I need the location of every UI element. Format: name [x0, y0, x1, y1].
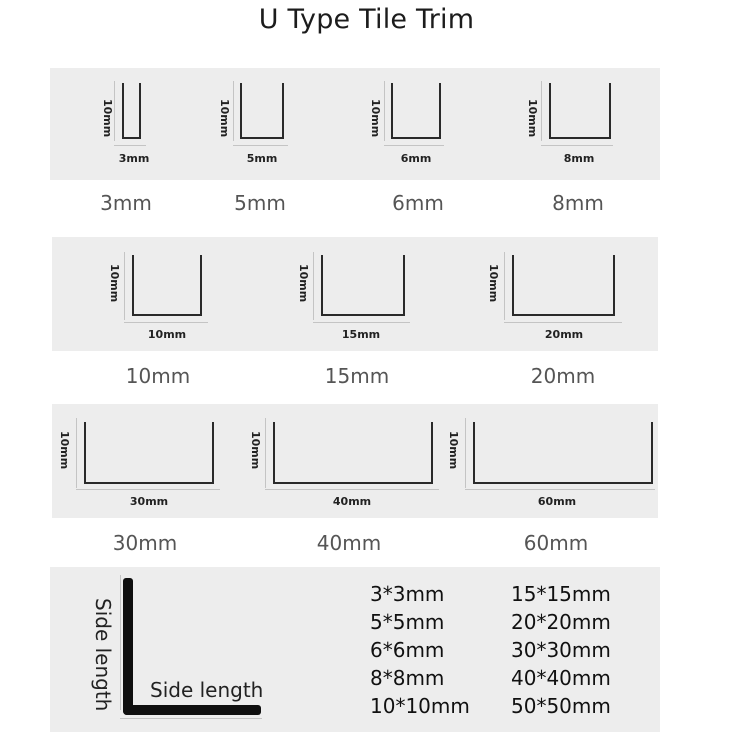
profile-caption: 6mm [392, 191, 444, 215]
profile-caption: 20mm [530, 364, 596, 388]
profile-caption: 30mm [112, 531, 178, 555]
dimension-line [313, 322, 410, 323]
height-label: 10mm [447, 431, 460, 470]
width-label: 5mm [246, 152, 278, 165]
dimension-line [233, 145, 288, 146]
u-profile-6mm [391, 83, 441, 139]
dimension-line [233, 81, 234, 141]
height-label: 10mm [487, 264, 500, 303]
page-title: U Type Tile Trim [258, 4, 475, 35]
size-item: 6*6mm [370, 638, 445, 662]
width-label: 10mm [147, 328, 187, 341]
height-label: 10mm [101, 99, 114, 138]
dimension-line [504, 322, 622, 323]
height-label: 10mm [58, 431, 71, 470]
vertical-side-length-label: Side length [91, 598, 115, 712]
u-profile-40mm [273, 422, 433, 484]
u-profile-5mm [240, 83, 284, 139]
angle-dimension-line [120, 575, 121, 710]
width-label: 40mm [332, 495, 372, 508]
u-profile-10mm [132, 255, 202, 316]
profile-caption: 8mm [552, 191, 604, 215]
profile-caption: 5mm [234, 191, 286, 215]
u-profile-3mm [122, 83, 141, 139]
size-item: 20*20mm [511, 610, 611, 634]
height-label: 10mm [526, 99, 539, 138]
angle-profile-vertical-leg [123, 578, 133, 715]
dimension-line [76, 489, 220, 490]
dimension-line [265, 489, 439, 490]
dimension-line [541, 81, 542, 141]
size-item: 3*3mm [370, 582, 445, 606]
size-item: 8*8mm [370, 666, 445, 690]
profile-caption: 15mm [324, 364, 390, 388]
width-label: 8mm [563, 152, 595, 165]
size-list-right [511, 580, 611, 720]
size-item: 10*10mm [370, 694, 470, 718]
profile-caption: 60mm [523, 531, 589, 555]
dimension-line [114, 145, 146, 146]
u-profile-15mm [321, 255, 405, 316]
dimension-line [384, 145, 444, 146]
size-list-left [370, 580, 470, 720]
size-item: 30*30mm [511, 638, 611, 662]
width-label: 20mm [544, 328, 584, 341]
width-label: 15mm [341, 328, 381, 341]
profile-caption: 40mm [316, 531, 382, 555]
u-profile-8mm [549, 83, 611, 139]
size-item: 5*5mm [370, 610, 445, 634]
height-label: 10mm [108, 264, 121, 303]
dimension-line [465, 418, 466, 488]
angle-dimension-line [120, 718, 262, 719]
width-label: 60mm [537, 495, 577, 508]
height-label: 10mm [369, 99, 382, 138]
dimension-line [504, 252, 505, 320]
size-item: 15*15mm [511, 582, 611, 606]
width-label: 3mm [118, 152, 150, 165]
dimension-line [114, 81, 115, 141]
horizontal-side-length-label: Side length [150, 678, 264, 702]
u-profile-60mm [473, 422, 653, 484]
height-label: 10mm [297, 264, 310, 303]
dimension-line [124, 252, 125, 320]
profile-caption: 10mm [125, 364, 191, 388]
size-item: 40*40mm [511, 666, 611, 690]
size-item: 50*50mm [511, 694, 611, 718]
dimension-line [124, 322, 208, 323]
height-label: 10mm [218, 99, 231, 138]
dimension-line [265, 418, 266, 488]
dimension-line [384, 81, 385, 141]
width-label: 30mm [129, 495, 169, 508]
u-profile-30mm [84, 422, 214, 484]
dimension-line [541, 145, 613, 146]
dimension-line [465, 489, 655, 490]
profile-caption: 3mm [100, 191, 152, 215]
width-label: 6mm [400, 152, 432, 165]
height-label: 10mm [249, 431, 262, 470]
dimension-line [313, 252, 314, 320]
u-profile-20mm [512, 255, 615, 316]
angle-profile-horizontal-leg [123, 705, 261, 715]
dimension-line [76, 418, 77, 488]
